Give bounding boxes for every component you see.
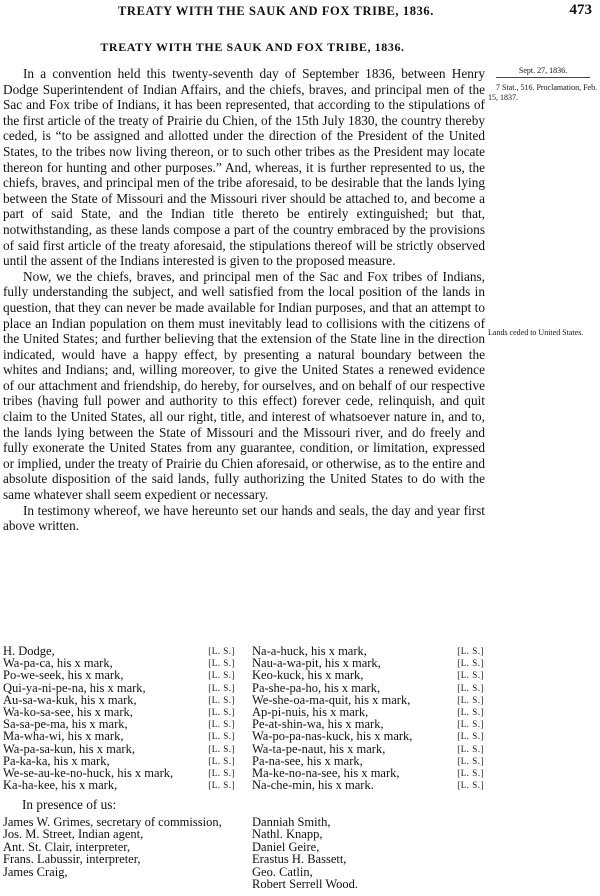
paragraph-cession: Now, we the chiefs, braves, and principal men of the Sac and Fox tribes of Indians, fully understanding the subject, and well satisfied from the local position of the lands in question, that they can never be made available for Indian purposes, and that an attempt to place an Indian population on them must inevitably lead to collisions with the citizens of the United States; and further believing that the extension of the State line in the direction indicated, would have a happy effect, by presenting a natural boundary between the whites and Indians; and, willing moreover, to give the United States a renewed evidence of our attachment and friendship, do hereby, for ourselves, and on behalf of our respective tribes (having full power and authority to this effect) forever cede, relinquish, and quit claim to the United States, all our right, title, and interest of whatsoever nature in, and to, the lands lying between the State of Missouri and the Missouri river, and do freely and fully exonerate the United States from any guarantee, condition, or limitation, expressed or implied, under the treaty of Prairie du Chien aforesaid, or otherwise, as to the entire and absolute disposition of the said lands, fully authorizing the United States to do with the same whatever shall seem expedient or necessary. — [3, 268, 485, 503]
margin-note-date: Sept. 27, 1836. — [518, 66, 568, 75]
signatory-name: Nau-a-wa-pit, his x mark, — [252, 656, 381, 671]
paragraph-preamble: In a convention held this twenty-seventh day of September 1836, between Henry Dodge Superintendent of Indian Affairs, and the chiefs, braves, and principal men of the Sac and Fox tribe of Indians, it has been represented, that according to the stipulations of the first article of the treaty of Prairie du Chien, of the 15th July 1830, the country thereby ceded, is “to be assigned and allotted under the direction of the President of the United States, to the tribes now living thereon, or to such other tribes as the President may locate thereon for hunting and other purposes.” And, whereas, it is further represented to us, the chiefs, braves, and principal men of the tribe aforesaid, to be desirable that the lands lying between the State of Missouri and the Missouri river should be attached to, and become a part of said State, and the Indian title thereto be entirely extinguished; but that, notwithstanding, as these lands compose a part of the country embraced by the provisions of said first article of the treaty aforesaid, the stipulations thereof will be strictly observed until the assent of the Indians interested is given to the proposed measure. — [3, 66, 485, 269]
signature-row — [3, 779, 235, 791]
seal-mark: [L. S.] — [208, 755, 235, 766]
margin-note-statute: 7 Stat., 516. Proclamation, Feb. 15, 1837. — [488, 83, 598, 102]
seal-mark: [L. S.] — [457, 658, 484, 669]
signatory-name: Wa-ta-pe-naut, his x mark, — [252, 741, 386, 756]
witness-name: Danniah Smith, — [252, 815, 331, 829]
running-title: TREATY WITH THE SAUK AND FOX TRIBE, 1836. — [118, 4, 434, 18]
signatory-name: Wa-pa-ca, his x mark, — [3, 656, 113, 671]
seal-mark: [L. S.] — [457, 719, 484, 730]
running-header — [0, 2, 600, 22]
seal-mark: [L. S.] — [457, 767, 484, 778]
signatures-right — [252, 645, 484, 791]
seal-mark: [L. S.] — [208, 682, 235, 693]
witnesses-right — [252, 816, 482, 890]
seal-mark: [L. S.] — [457, 646, 484, 656]
seal-mark: [L. S.] — [208, 658, 235, 669]
signatory-name: Wa-ko-sa-see, his x mark, — [3, 704, 133, 719]
seal-mark: [L. S.] — [208, 670, 235, 681]
seal-mark: [L. S.] — [457, 706, 484, 717]
signatory-name: Wa-po-pa-nas-kuck, his x mark, — [252, 729, 413, 744]
signatory-name: Ka-ha-kee, his x mark, — [3, 778, 118, 793]
seal-mark: [L. S.] — [208, 780, 235, 791]
seal-mark: [L. S.] — [457, 780, 484, 791]
signatory-name: We-she-oa-ma-quit, his x mark, — [252, 692, 411, 707]
witness-name: Daniel Geire, — [252, 839, 320, 854]
signatory-name: We-se-au-ke-no-huck, his x mark, — [3, 765, 174, 780]
signatory-name: Qui-ya-ni-pe-na, his x mark, — [3, 680, 146, 695]
seal-mark: [L. S.] — [457, 694, 484, 705]
seal-mark: [L. S.] — [208, 743, 235, 754]
seal-mark: [L. S.] — [208, 646, 235, 656]
witness-name: James Craig, — [3, 864, 68, 879]
signatory-name: H. Dodge, — [3, 644, 55, 658]
signatory-name: Po-we-seek, his x mark, — [3, 668, 124, 683]
witness-name: Jos. M. Street, Indian agent, — [3, 827, 144, 842]
signatory-name: Au-sa-wa-kuk, his x mark, — [3, 692, 137, 707]
witness-name: James W. Grimes, secretary of commission, — [3, 815, 222, 829]
page-number: 473 — [569, 2, 592, 18]
seal-mark: [L. S.] — [457, 755, 484, 766]
witness-name: Ant. St. Clair, interpreter, — [3, 839, 131, 854]
signatory-name: Na-a-huck, his x mark, — [252, 644, 367, 658]
signatory-name: Pe-at-shin-wa, his x mark, — [252, 717, 384, 732]
signatory-name: Pa-ka-ka, his x mark, — [3, 753, 110, 768]
seal-mark: [L. S.] — [208, 694, 235, 705]
seal-mark: [L. S.] — [208, 731, 235, 742]
witness-name: Geo. Catlin, — [252, 864, 313, 879]
witness-name: Nathl. Knapp, — [252, 827, 323, 842]
signatory-name: Pa-she-pa-ho, his x mark, — [252, 680, 381, 695]
signatory-name: Ma-wha-wi, his x mark, — [3, 729, 124, 744]
signatory-name: Ma-ke-no-na-see, his x mark, — [252, 765, 400, 780]
signatory-name: Na-che-min, his x mark. — [252, 778, 374, 793]
presence-heading: In presence of us: — [22, 797, 117, 812]
paragraph-testimony: In testimony whereof, we have hereunto set our hands and seals, the day and year first above written. — [3, 502, 485, 534]
signatory-name: Pa-na-see, his x mark, — [252, 753, 363, 768]
signatory-name: Keo-kuck, his x mark, — [252, 668, 364, 683]
signature-row — [252, 779, 484, 791]
witnesses-left — [3, 816, 248, 878]
seal-mark: [L. S.] — [208, 706, 235, 717]
margin-note-lands-ceded: Lands ceded to United States. — [488, 328, 584, 337]
seal-mark: [L. S.] — [208, 767, 235, 778]
seal-mark: [L. S.] — [457, 731, 484, 742]
signatory-name: Ap-pi-nuis, his x mark, — [252, 704, 369, 719]
witness-name: Erastus H. Bassett, — [252, 852, 347, 867]
signatory-name: Sa-sa-pe-ma, his x mark, — [3, 717, 128, 732]
margin-rule — [496, 77, 590, 78]
seal-mark: [L. S.] — [457, 682, 484, 693]
seal-mark: [L. S.] — [457, 743, 484, 754]
signatures-left — [3, 645, 235, 791]
witness-name: Robert Serrell Wood. — [252, 877, 359, 892]
seal-mark: [L. S.] — [208, 719, 235, 730]
witness-name: Frans. Labussir, interpreter, — [3, 852, 141, 867]
seal-mark: [L. S.] — [457, 670, 484, 681]
signatory-name: Wa-pa-sa-kun, his x mark, — [3, 741, 135, 756]
treaty-body — [3, 66, 485, 534]
document-title: TREATY WITH THE SAUK AND FOX TRIBE, 1836. — [100, 40, 405, 54]
